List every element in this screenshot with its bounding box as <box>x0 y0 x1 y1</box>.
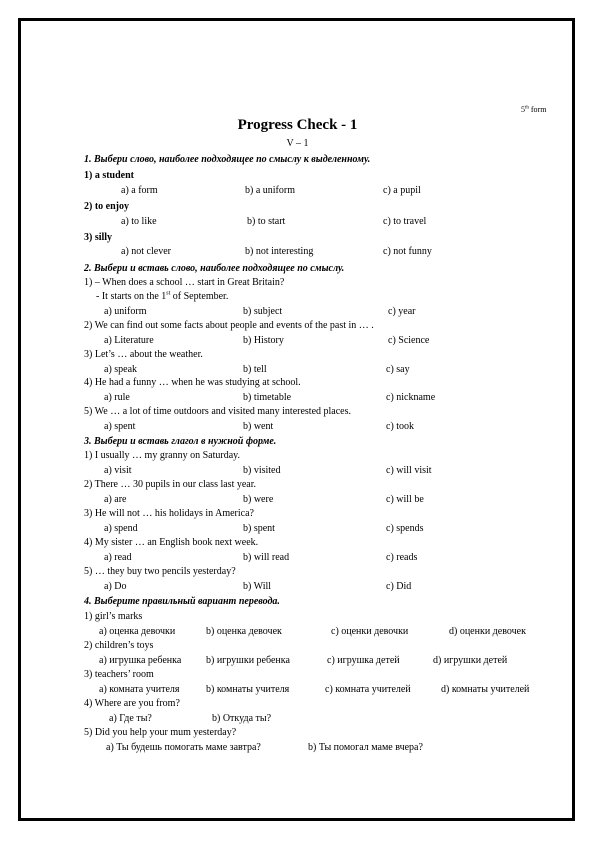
task4-q5-option-a: a) Ты будешь помогать маме завтра? <box>106 742 261 753</box>
task4-heading: 4. Выберите правильный вариант перевода. <box>84 596 280 607</box>
task4-q3-option-c: c) комната учителей <box>325 684 411 695</box>
task4-q3-option-d: d) комнаты учителей <box>441 684 530 695</box>
task4-question-1: 1) girl’s marks <box>84 611 143 622</box>
task3-q2-option-c: c) will be <box>386 494 424 505</box>
task1-q3-option-a: a) not clever <box>121 246 171 257</box>
task3-question-4: 4) My sister … an English book next week. <box>84 537 259 548</box>
variant-label: V – 1 <box>286 138 309 149</box>
task3-q2-option-b: b) were <box>243 494 274 505</box>
task3-q5-option-b: b) Will <box>243 581 272 592</box>
task3-question-5: 5) … they buy two pencils yesterday? <box>84 566 236 577</box>
task2-q2-option-c: c) Science <box>388 335 430 346</box>
task1-q2-option-a: a) to like <box>121 216 157 227</box>
task1-q2-option-b: b) to start <box>247 216 286 227</box>
task3-q5-option-a: a) Do <box>104 581 127 592</box>
task2-q4-option-c: c) nickname <box>386 392 436 403</box>
task3-q3-option-c: c) spends <box>386 523 424 534</box>
task2-q3-option-a: a) speak <box>104 364 138 375</box>
task2-q1-option-b: b) subject <box>243 306 283 317</box>
task2-q5-option-a: a) spent <box>104 421 136 432</box>
task3-question-1: 1) I usually … my granny on Saturday. <box>84 450 240 461</box>
task1-q1-option-c: c) a pupil <box>383 185 421 196</box>
task4-question-2: 2) children’s toys <box>84 640 154 651</box>
task2-q4-option-b: b) timetable <box>243 392 292 403</box>
task4-q4-option-a: a) Где ты? <box>109 713 152 724</box>
task4-question-3: 3) teachers’ room <box>84 669 154 680</box>
task3-q5-option-c: c) Did <box>386 581 412 592</box>
task1-q1-option-a: a) a form <box>121 185 158 196</box>
task3-q1-option-a: a) visit <box>104 465 132 476</box>
task1-heading: 1. Выбери слово, наиболее подходящее по смыслу к выделенному. <box>84 154 371 165</box>
task4-q1-option-a: a) оценка девочки <box>99 626 176 637</box>
task4-q1-option-b: b) оценка девочек <box>206 626 282 637</box>
task1-q1-option-b: b) a uniform <box>245 185 295 196</box>
task2-question-5: 5) We … a lot of time outdoors and visited many interested places. <box>84 406 352 417</box>
task3-q1-option-b: b) visited <box>243 465 281 476</box>
task4-q2-option-c: c) игрушка детей <box>327 655 400 666</box>
task2-q4-option-a: a) rule <box>104 392 130 403</box>
task3-q3-option-b: b) spent <box>243 523 275 534</box>
task3-q2-option-a: a) are <box>104 494 127 505</box>
task2-question-1: 1) – When does a school … start in Great Britain? <box>84 277 285 288</box>
task1-q3-option-c: c) not funny <box>383 246 432 257</box>
task4-q1-option-d: d) оценки девочек <box>449 626 526 637</box>
task1-question-3: 3) silly <box>84 232 113 243</box>
task1-q2-option-c: c) to travel <box>383 216 427 227</box>
task2-question-2: 2) We can find out some facts about people and events of the past in … . <box>84 320 374 331</box>
task2-question-1-answer-line: - It starts on the 1st of September. <box>96 290 229 302</box>
task3-q4-option-a: a) read <box>104 552 132 563</box>
task4-q3-option-a: a) комната учителя <box>99 684 180 695</box>
task1-question-1: 1) a student <box>84 170 135 181</box>
task2-q2-option-b: b) History <box>243 335 284 346</box>
task2-q5-option-b: b) went <box>243 421 274 432</box>
task2-q1-option-c: c) year <box>388 306 416 317</box>
task4-q2-option-d: d) игрушки детей <box>433 655 508 666</box>
task4-q1-option-c: c) оценки девочки <box>331 626 409 637</box>
task4-q5-option-b: b) Ты помогал маме вчера? <box>308 742 423 753</box>
task3-q4-option-b: b) will read <box>243 552 290 563</box>
task3-q3-option-a: a) spend <box>104 523 138 534</box>
form-label: 5th form <box>521 105 547 114</box>
task4-question-4: 4) Where are you from? <box>84 698 180 709</box>
task4-q2-option-a: a) игрушка ребенка <box>99 655 182 666</box>
task2-question-3: 3) Let’s … about the weather. <box>84 349 203 360</box>
task3-q4-option-c: c) reads <box>386 552 418 563</box>
task4-q3-option-b: b) комнаты учителя <box>206 684 290 695</box>
task2-q2-option-a: a) Literature <box>104 335 154 346</box>
task2-q1-option-a: a) uniform <box>104 306 147 317</box>
task3-q1-option-c: c) will visit <box>386 465 432 476</box>
task3-question-3: 3) He will not … his holidays in America? <box>84 508 254 519</box>
task2-q3-option-c: c) say <box>386 364 410 375</box>
task1-q3-option-b: b) not interesting <box>245 246 314 257</box>
task2-q5-option-c: c) took <box>386 421 415 432</box>
task4-question-5: 5) Did you help your mum yesterday? <box>84 727 237 738</box>
task3-heading: 3. Выбери и вставь глагол в нужной форме. <box>84 436 277 447</box>
task2-q3-option-b: b) tell <box>243 364 267 375</box>
page-title: Progress Check - 1 <box>237 117 358 133</box>
task2-question-4: 4) He had a funny … when he was studying at school. <box>84 377 301 388</box>
task4-q4-option-b: b) Откуда ты? <box>212 713 272 724</box>
task2-heading: 2. Выбери и вставь слово, наиболее подходящее по смыслу. <box>84 263 345 274</box>
task1-question-2: 2) to enjoy <box>84 201 129 212</box>
task4-q2-option-b: b) игрушки ребенка <box>206 655 290 666</box>
task3-question-2: 2) There … 30 pupils in our class last year. <box>84 479 257 490</box>
